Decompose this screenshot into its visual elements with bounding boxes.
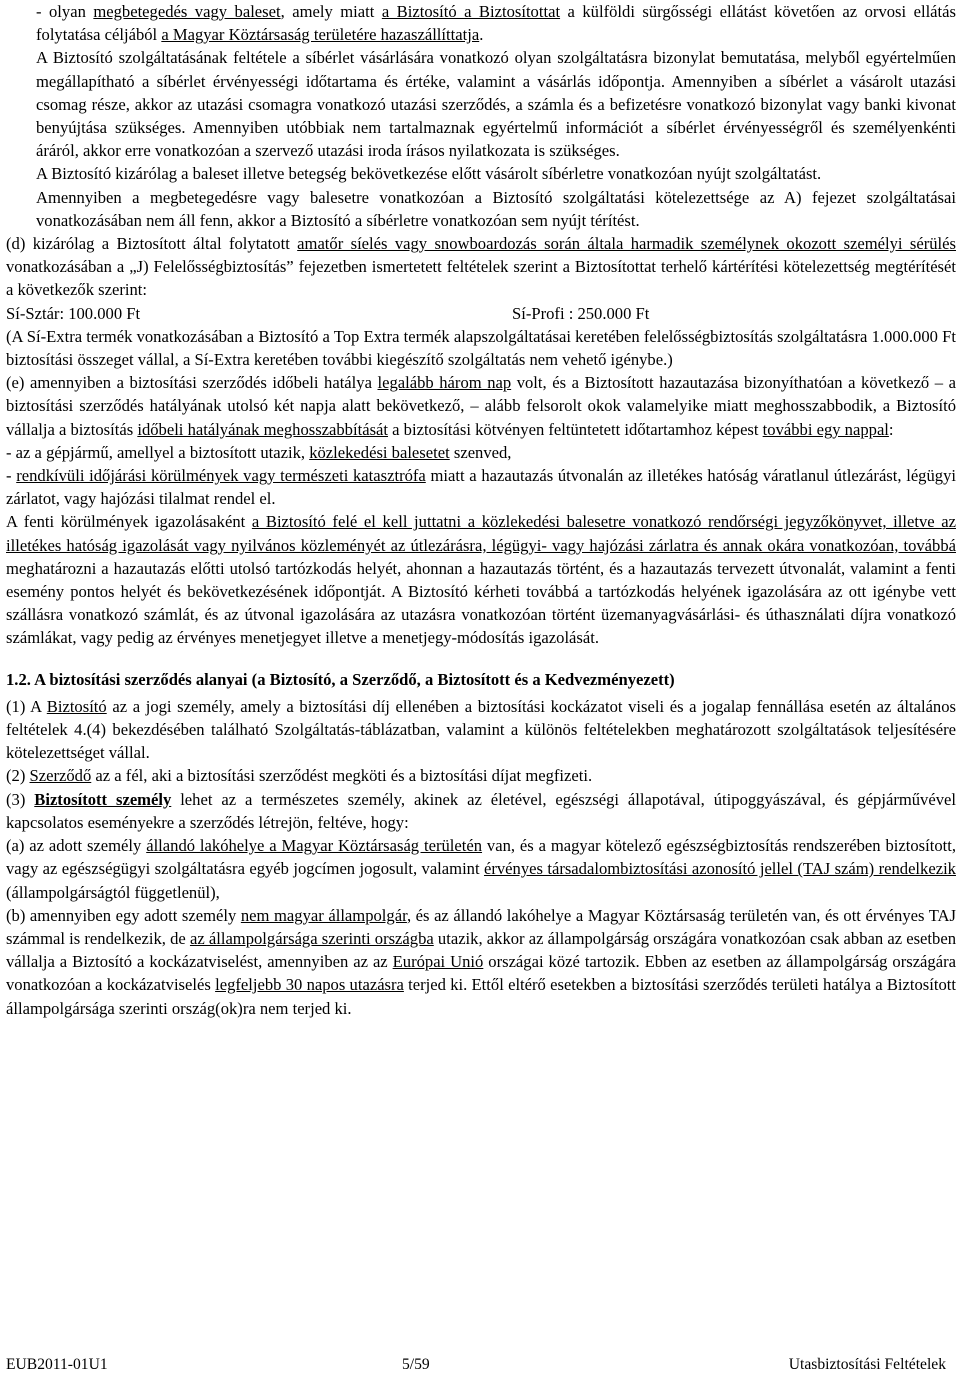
text: (1) A <box>6 696 47 716</box>
document-code: EUB2011-01U1 <box>6 1356 108 1373</box>
text: (a) az adott személy <box>6 836 147 856</box>
section-heading-1-2: 1.2. A biztosítási szerződés alanyai (a Biztosító, a Szerződő, a Biztosított és a Kedvezményezett) <box>6 669 675 689</box>
page-number: 5/59 <box>402 1356 430 1373</box>
text: : <box>888 419 894 439</box>
text: (állampolgárságtól függetlenül), <box>6 882 220 902</box>
underlined-text: legalább három nap <box>377 373 512 393</box>
list-item-idojarasi-korulmenyek <box>6 464 956 510</box>
paragraph-igazolas <box>6 510 956 649</box>
underlined-text: közlekedési balesetet <box>309 442 450 462</box>
underlined-text: a Biztosító felé el kell juttatni a közlekedési balesetre vonatkozó rendőrségi jegyzőkönyvet, illetve az illetékes hatóság igazolását vagy nyilvános közleményét az útlezárásra, légügyi- vagy hajózási zárlatra és annak okára vonatkozóan, továbbá <box>6 512 956 555</box>
text: van, és a magyar kötelező egészségbiztosítás rendszerében biztosított, vagy az egészségügyi szolgáltatásra egyéb jogcímen jogosult, valamint <box>6 836 956 879</box>
underlined-text: az állampolgársága szerinti országba <box>189 928 434 948</box>
paragraph-a-lakohely <box>6 834 956 904</box>
text: a biztosítási kötvényen feltüntetett időtartamhoz képest <box>388 419 763 439</box>
text: követően az orvosi ellátás folytatása céljából <box>36 2 956 45</box>
underlined-text: a Magyar Köztársaság területére hazaszállíttatja <box>161 25 480 45</box>
paragraph-siberlet-teritest: Amennyiben a megbetegedésre vagy balesetre vonatkozóan a Biztosító szolgáltatási kötelezettsége az A) fejezet szolgáltatásai vonatkozásában nem áll fenn, akkor a Biztosító a síbérletre vonatkozóan sem nyújt térítést. <box>36 187 956 230</box>
paragraph-siberlet-feltetel: A Biztosító szolgáltatásának feltétele a síbérlet vásárlására vonatkozó olyan szolgáltatásra bizonylat bemutatása, melyből egyértelműen megállapítható a síbérlet érvényességi időtartama és értéke, valamint a vásárlás időpontja. Amennyiben a síbérlet a vásárolt utazási csomag része, akkor az utazási csomagra vonatkozó utazási szerződés, a számla és a befizetésre vonatkozó bizonylat vagy banki kivonat benyújtása szükséges. Amennyiben utóbbiak nem tartalmaznak egyértelmű információt a síbérlet érvényességről és személyenkénti áráról, akkor erre vonatkozóan a szervező utazási iroda írásos nyilatkozata is szükséges. <box>36 48 956 161</box>
paragraph-biztosito-definicio <box>6 695 956 765</box>
underlined-text: a Biztosító a Biztosítottat <box>381 2 561 21</box>
text: az a fél, aki a biztosítási szerződést megköti és a biztosítási díjat megfizeti. <box>91 766 593 786</box>
text: (d) kizárólag a Biztosított által folytatott <box>6 234 298 254</box>
si-sztar-amount: Sí-Sztár: 100.000 Ft <box>6 303 141 323</box>
underlined-text: megbetegedés vagy baleset <box>93 2 281 21</box>
text: - <box>6 466 17 486</box>
underlined-text: érvényes társadalombiztosítási azonosító jellel (TAJ szám) rendelkezik <box>483 859 956 879</box>
underlined-text: nem magyar állampolgár <box>240 905 407 925</box>
text: (3) <box>6 789 35 809</box>
underlined-text: Szerződő <box>29 766 92 786</box>
paragraph-biztositott-definicio <box>6 788 956 834</box>
paragraph-si-extra: (A Sí-Extra termék vonatkozásában a Biztosító a Top Extra termék alapszolgáltatásai keretében felelősségbiztosítás szolgáltatásra 1.000.000 Ft biztosítási összeget vállal, a Sí-Extra keretében további kiegészítő szolgáltatás nem vehető igénybe.) <box>6 326 956 370</box>
text: országai közé tartozik. Ebben az esetben az állampolgárság országára vonatkozóan a kockázatviselés <box>6 952 956 995</box>
underlined-text: időbeli hatályának meghosszabbítását <box>137 419 389 439</box>
text: . <box>479 25 484 45</box>
text: (2) <box>6 766 30 786</box>
paragraph-siberlet-kizarolag: A Biztosító kizárólag a baleset illetve betegség bekövetkezése előtt vásárolt síbérletre vonatkozóan nyújt szolgáltatást. <box>36 164 822 184</box>
text: , és az állandó lakóhelye a Magyar Köztársaság területén van, és ott érvényes TAJ számmal is rendelkezik, de <box>6 905 956 948</box>
text: - olyan <box>36 2 94 21</box>
text: meghatározni a hazautazás előtti utolsó tartózkodás helyét, ahonnan a hazautazás történt, és a hazautazás tervezett útvonalát, valamint a fenti esemény pontos helyét és bekövetkezésének időpontját. A Biztosító kérheti továbbá a tartózkodás helyének igazolására az ott igénybe vett szállásra vonatkozó számlát, és az útvonal igazolására az utazásra vonatkozóan történt üzemanyagvásárlási- és úthasználati díjra vonatkozó számlákat, vagy pedig az érvényes menetjegyet illetve a menetjegy-módosítás igazolását. <box>6 558 956 648</box>
paragraph-e-hatalyhosszabbitas <box>6 371 956 441</box>
underlined-text: további egy nappal <box>762 419 889 439</box>
underlined-text: Biztosító <box>46 696 107 716</box>
document-page <box>6 0 956 1020</box>
text: - az a gépjármű, amellyel a biztosított utazik, <box>6 442 310 462</box>
bold-underlined-text: Biztosított személy <box>34 789 172 809</box>
text: volt, és a Biztosított hazautazása bizonyíthatóan a következő – a biztosítási szerződés hatályának utolsó két napja alatt bekövetkező, – alább felsorolt okok valamelyike miatt meghosszabbodik, a Biztosító vállalja a biztosítás <box>6 373 956 439</box>
text: terjed ki. Ettől eltérő esetekben a biztosítási szerződés területi hatálya a Biztosított állampolgársága szerinti ország(ok)ra nem terjed ki. <box>6 975 956 1018</box>
underlined-text: Európai Unió <box>392 952 484 972</box>
si-profi-amount: Sí-Profi : 250.000 Ft <box>512 303 650 323</box>
text: az a jogi személy, amely a biztosítási díj ellenében a biztosítási kockázatot viseli és a jogalap fennállása esetén az általános feltételek 4.(4) bekezdésében található Szolgáltatás-táblázatban, valamint a különös feltételekben meghatározott szolgáltatások teljesítésére kötelezettséget vállal. <box>6 696 956 763</box>
text: szenved, <box>449 442 512 462</box>
underlined-text: állandó lakóhelye a Magyar Köztársaság területén <box>146 836 483 856</box>
text: vonatkozásában a „J) Felelősségbiztosítás” fejezetben ismertetett feltételek szerint a Biztosítottat terhelő kártérítési kötelezettség megtérítését a következők szerint: <box>6 257 956 300</box>
text: miatt a hazautazás útvonalán az illetékes hatóság váratlanul útlezárást, légügyi zárlatot, vagy hajózási tilalmat rendel el. <box>6 466 956 509</box>
document-title: Utasbiztosítási Feltételek <box>788 1356 946 1373</box>
paragraph-hazaszallitas <box>6 0 956 46</box>
page-footer <box>6 1356 946 1378</box>
paragraph-b-allampolgarsag <box>6 904 956 1020</box>
underlined-text: amatőr síelés vagy snowboardozás során általa harmadik személynek okozott személyi sérülés <box>297 234 956 254</box>
text: (e) amennyiben a biztosítási szerződés időbeli hatálya <box>6 373 378 393</box>
text: , amely miatt <box>280 2 382 21</box>
text: A fenti körülmények igazolásaként <box>6 512 252 532</box>
ski-amounts-row <box>6 302 956 325</box>
text: (b) amennyiben egy adott személy <box>6 905 241 925</box>
underlined-text: legfeljebb 30 napos utazásra <box>215 975 404 995</box>
paragraph-d-felelosseg <box>6 232 956 302</box>
text: utazik, akkor az állampolgárság országára vonatkozóan csak abban az esetben vállalja a Biztosító a kockázatviselést, amennyiben az az <box>6 928 956 972</box>
text: a külföldi sürgősségi ellátást <box>560 2 767 21</box>
paragraph-szerzodo-definicio <box>6 764 956 787</box>
list-item-kozlekedesi-baleset <box>6 441 956 464</box>
text: lehet az a természetes személy, akinek az életével, egészségi állapotával, útipoggyászával, és gépjárművével kapcsolatos eseményekre a szerződés létrejön, feltéve, hogy: <box>6 789 956 832</box>
underlined-text: rendkívüli időjárási körülmények vagy természeti katasztrófa <box>16 466 426 486</box>
